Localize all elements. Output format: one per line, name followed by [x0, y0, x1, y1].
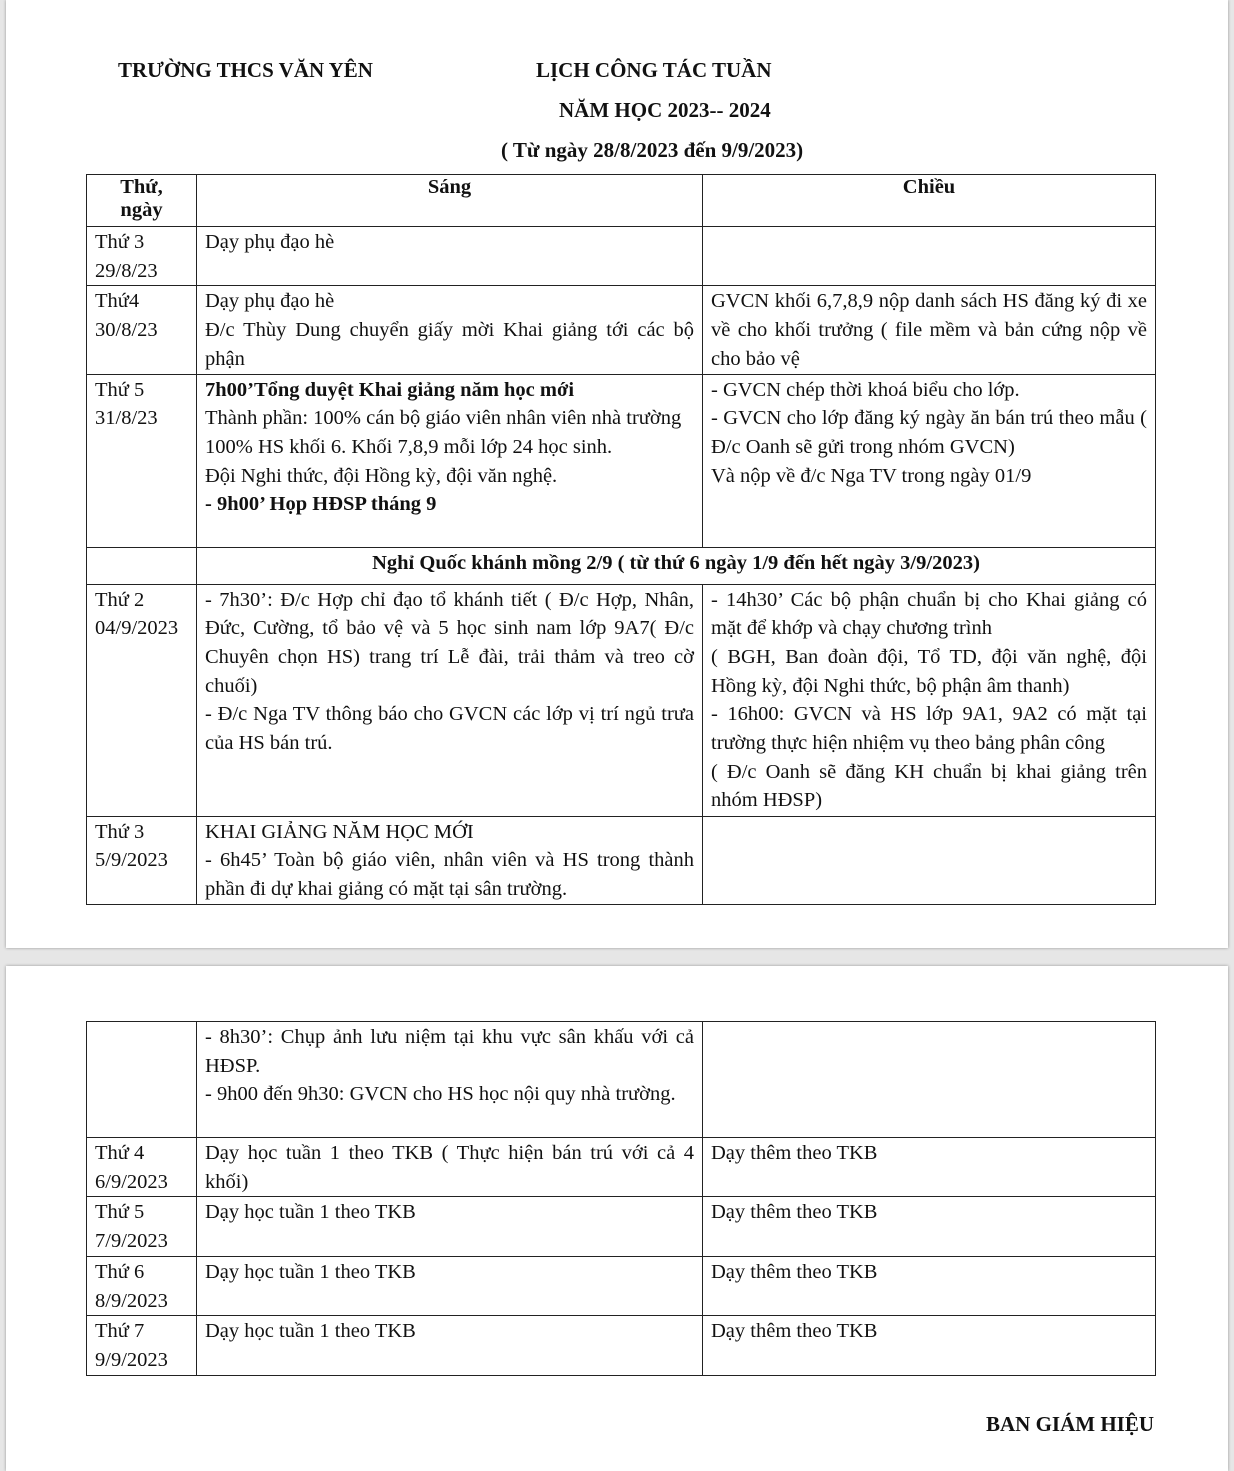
morning-cell — [197, 584, 703, 816]
morning-entry: Thành phần: 100% cán bộ giáo viên nhân viên nhà trường — [205, 407, 682, 430]
schedule-table-continued — [86, 1021, 1156, 1376]
document-page-1 — [6, 0, 1228, 948]
afternoon-entry: - GVCN cho lớp đăng ký ngày ăn bán trú theo mẫu ( Đ/c Oanh sẽ gửi trong nhóm GVCN) — [711, 407, 1147, 458]
afternoon-cell — [703, 584, 1156, 816]
weekday-label: Thứ 3 — [95, 231, 145, 253]
date-label: 9/9/2023 — [95, 1348, 168, 1371]
table-header-row — [87, 175, 1156, 227]
afternoon-cell — [703, 227, 1156, 286]
day-cell — [87, 584, 197, 816]
afternoon-entry: ( Đ/c Oanh sẽ đăng KH chuẩn bị khai giảng trên nhóm HĐSP) — [711, 760, 1147, 812]
table-row — [87, 584, 1156, 816]
day-cell — [87, 1256, 197, 1315]
afternoon-entry: - 14h30’ Các bộ phận chuẩn bị cho Khai giảng có mặt để khớp và chạy chương trình — [711, 588, 1147, 640]
date-label: 8/9/2023 — [95, 1289, 168, 1312]
table-row — [87, 227, 1156, 286]
afternoon-entry: GVCN khối 6,7,8,9 nộp danh sách HS đăng ký đi xe về cho khối trưởng ( file mềm và bản cứng nộp về cho bảo vệ — [711, 290, 1147, 370]
table-row — [87, 547, 1156, 584]
weekday-label: Thứ 2 — [95, 588, 145, 611]
document-title: LỊCH CÔNG TÁC TUẦN — [536, 58, 772, 82]
document-page-2 — [6, 966, 1228, 1471]
weekday-label: Thứ4 — [95, 290, 140, 313]
day-cell — [87, 1316, 197, 1375]
morning-entry: Dạy học tuần 1 theo TKB — [205, 1320, 416, 1343]
morning-cell — [197, 1316, 703, 1375]
date-label: 30/8/23 — [95, 319, 158, 342]
weekday-label: Thứ 5 — [95, 1201, 145, 1224]
afternoon-entry: - 16h00: GVCN và HS lớp 9A1, 9A2 có mặt tại trường thực hiện nhiệm vụ theo bảng phân công — [711, 703, 1147, 755]
table-row — [87, 1022, 1156, 1138]
day-cell — [87, 374, 197, 547]
header-day: Thứ, ngày — [87, 175, 197, 227]
morning-entry: 100% HS khối 6. Khối 7,8,9 mỗi lớp 24 học sinh. — [205, 435, 613, 458]
table-row — [87, 1316, 1156, 1375]
date-label: 29/8/23 — [95, 259, 158, 282]
afternoon-cell — [703, 1138, 1156, 1197]
morning-entry: Dạy học tuần 1 theo TKB — [205, 1201, 416, 1224]
weekday-label: Thứ 3 — [95, 820, 145, 843]
morning-entry: Dạy học tuần 1 theo TKB ( Thực hiện bán trú với cả 4 khối) — [205, 1142, 694, 1193]
weekday-label: Thứ 4 — [95, 1142, 145, 1164]
afternoon-cell — [703, 1316, 1156, 1375]
signature: BAN GIÁM HIỆU — [986, 1412, 1155, 1436]
date-label: 5/9/2023 — [95, 849, 168, 872]
afternoon-cell — [703, 816, 1156, 904]
morning-cell — [197, 1256, 703, 1315]
morning-cell — [197, 286, 703, 374]
table-row — [87, 816, 1156, 904]
school-year: NĂM HỌC 2023-- 2024 — [559, 98, 771, 122]
afternoon-entry: - GVCN chép thời khoá biểu cho lớp. — [711, 378, 1020, 401]
morning-entry: KHAI GIẢNG NĂM HỌC MỚI — [205, 820, 474, 843]
weekday-label: Thứ 5 — [95, 378, 145, 401]
table-row — [87, 1256, 1156, 1315]
morning-cell — [197, 1138, 703, 1197]
afternoon-entry: Dạy thêm theo TKB — [711, 1320, 878, 1343]
morning-entry: Đ/c Thùy Dung chuyển giấy mời Khai giảng tới các bộ phận — [205, 319, 694, 370]
afternoon-cell — [703, 1256, 1156, 1315]
day-cell — [87, 1138, 197, 1197]
morning-cell — [197, 1197, 703, 1256]
header-afternoon: Chiều — [703, 175, 1156, 227]
schedule-table — [86, 174, 1156, 905]
afternoon-cell — [703, 286, 1156, 374]
morning-cell — [197, 1022, 703, 1138]
schedule-body — [87, 227, 1156, 905]
morning-entry: 7h00’Tổng duyệt Khai giảng năm học mới — [205, 378, 575, 401]
day-cell — [87, 1022, 197, 1138]
morning-entry: - 6h45’ Toàn bộ giáo viên, nhân viên và HS trong thành phần đi dự khai giảng có mặt tại sân trường. — [205, 849, 694, 900]
day-cell — [87, 227, 197, 286]
afternoon-entry: Dạy thêm theo TKB — [711, 1142, 878, 1164]
morning-entry: Dạy phụ đạo hè — [205, 290, 335, 313]
header-morning: Sáng — [197, 175, 703, 227]
morning-cell — [197, 227, 703, 286]
morning-entry: - 8h30’: Chụp ảnh lưu niệm tại khu vực sân khấu với cả HĐSP. — [205, 1026, 694, 1077]
holiday-day-cell — [87, 547, 197, 584]
morning-entry: - 9h00’ Họp HĐSP tháng 9 — [205, 493, 437, 516]
holiday-note: Nghỉ Quốc khánh mồng 2/9 ( từ thứ 6 ngày 1/9 đến hết ngày 3/9/2023) — [197, 547, 1156, 584]
afternoon-entry: Dạy thêm theo TKB — [711, 1260, 878, 1283]
table-row — [87, 1197, 1156, 1256]
day-cell — [87, 286, 197, 374]
table-row — [87, 374, 1156, 547]
morning-cell — [197, 374, 703, 547]
morning-entry: - Đ/c Nga TV thông báo cho GVCN các lớp vị trí ngủ trưa của HS bán trú. — [205, 703, 694, 755]
morning-entry: - 7h30’: Đ/c Hợp chỉ đạo tổ khánh tiết ( Đ/c Hợp, Nhân, Đức, Cường, tổ bảo vệ và 5 học sinh nam lớp 9A7( Đ/c Chuyên chọn HS) trang trí Lễ đài, trải thảm và treo cờ chuối) — [205, 588, 694, 697]
morning-entry: Đội Nghi thức, đội Hồng kỳ, đội văn nghệ. — [205, 464, 558, 487]
afternoon-cell — [703, 1197, 1156, 1256]
morning-entry: - 9h00 đến 9h30: GVCN cho HS học nội quy nhà trường. — [205, 1083, 676, 1106]
weekday-label: Thứ 7 — [95, 1320, 145, 1343]
date-label: 7/9/2023 — [95, 1230, 168, 1253]
day-cell — [87, 816, 197, 904]
day-cell — [87, 1197, 197, 1256]
schedule-body-continued — [87, 1022, 1156, 1376]
morning-entry: Dạy phụ đạo hè — [205, 231, 335, 253]
table-row — [87, 286, 1156, 374]
afternoon-entry: Và nộp về đ/c Nga TV trong ngày 01/9 — [711, 464, 1032, 487]
afternoon-entry: Dạy thêm theo TKB — [711, 1201, 878, 1224]
date-range: ( Từ ngày 28/8/2023 đến 9/9/2023) — [501, 138, 804, 162]
morning-cell — [197, 816, 703, 904]
afternoon-cell — [703, 1022, 1156, 1138]
weekday-label: Thứ 6 — [95, 1260, 145, 1283]
afternoon-entry: ( BGH, Ban đoàn đội, Tổ TD, đội văn nghệ, đội Hồng kỳ, đội Nghi thức, bộ phận âm thanh) — [711, 645, 1147, 697]
morning-entry: Dạy học tuần 1 theo TKB — [205, 1260, 416, 1283]
date-label: 04/9/2023 — [95, 617, 179, 640]
date-label: 31/8/23 — [95, 407, 158, 430]
school-name: TRƯỜNG THCS VĂN YÊN — [118, 58, 373, 82]
afternoon-cell — [703, 374, 1156, 547]
date-label: 6/9/2023 — [95, 1170, 168, 1193]
table-row — [87, 1138, 1156, 1197]
